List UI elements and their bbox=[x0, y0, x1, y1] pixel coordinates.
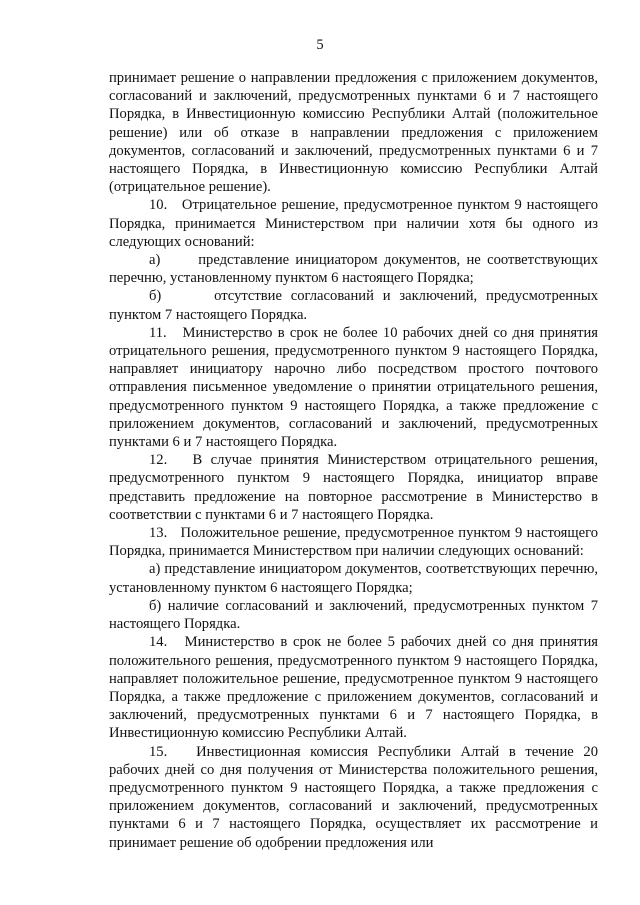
paragraph-15: 15. Инвестиционная комиссия Республики Алтай в течение 20 рабочих дней со дня получения от Министерства положительного решения, предусмотренного пунктом 9 настоящего Порядка, а также предложения с приложением документов, согласований и заключений, предусмотренных пунктами 6 и 7 настоящего Порядка, осуществляет их рассмотрение и принимает решение об одобрении предложения или bbox=[109, 743, 598, 851]
paragraph-13: 13. Положительное решение, предусмотренное пунктом 9 настоящего Порядка, принимается Министерством при наличии следующих оснований: bbox=[109, 525, 598, 560]
document-body bbox=[109, 69, 598, 852]
paragraph-13-item-b: б) наличие согласований и заключений, предусмотренных пунктом 7 настоящего Порядка. bbox=[109, 597, 598, 633]
paragraph-13-item-a: а) представление инициатором документов, соответствующих перечню, установленному пунктом 6 настоящего Порядка; bbox=[109, 561, 598, 596]
paragraph-14: 14. Министерство в срок не более 5 рабочих дней со дня принятия положительного решения, предусмотренного пунктом 9 настоящего Порядка, направляет положительное решение, предусмотренное пунктом 9 настоящего Порядка, а также предложение с приложением документов, согласований и заключений, предусмотренных пунктами 6 и 7 настоящего Порядка, в Инвестиционную комиссию Республики Алтай. bbox=[109, 634, 598, 742]
page-number: 5 bbox=[316, 37, 324, 53]
paragraph-10: 10. Отрицательное решение, предусмотренное пунктом 9 настоящего Порядка, принимается Министерством при наличии хотя бы одного из следующих оснований: bbox=[109, 197, 598, 250]
paragraph-12: 12. В случае принятия Министерством отрицательного решения, предусмотренного пунктом 9 настоящего Порядка, инициатор вправе представить предложение на повторное рассмотрение в Министерство в соответствии с пунктами 6 и 7 настоящего Порядка. bbox=[109, 452, 598, 523]
paragraph-10-item-a: а) представление инициатором документов, не соответствующих перечню, установленному пунктом 6 настоящего Порядка; bbox=[109, 252, 598, 287]
paragraph-continuation: принимает решение о направлении предложения с приложением документов, согласований и заключений, предусмотренных пунктами 6 и 7 настоящего Порядка, в Инвестиционную комиссию Республики Алтай (положительное решение) или об отказе в направлении предложения с приложением документов, согласований и заключений, предусмотренных пунктами 6 и 7 настоящего Порядка, в Инвестиционную комиссию Республики Алтай (отрицательное решение). bbox=[109, 70, 598, 196]
paragraph-10-item-b: б) отсутствие согласований и заключений, предусмотренных пунктом 7 настоящего Порядка. bbox=[109, 288, 598, 323]
paragraph-11: 11. Министерство в срок не более 10 рабочих дней со дня принятия отрицательного решения, предусмотренного пунктом 9 настоящего Порядка, направляет инициатору нарочно либо посредством простого почтового отправления письменное уведомление о принятии отрицательного решения, предусмотренного пунктом 9 настоящего Порядка, а также предложение с приложением документов, согласований и заключений, предусмотренных пунктами 6 и 7 настоящего Порядка. bbox=[109, 324, 598, 451]
